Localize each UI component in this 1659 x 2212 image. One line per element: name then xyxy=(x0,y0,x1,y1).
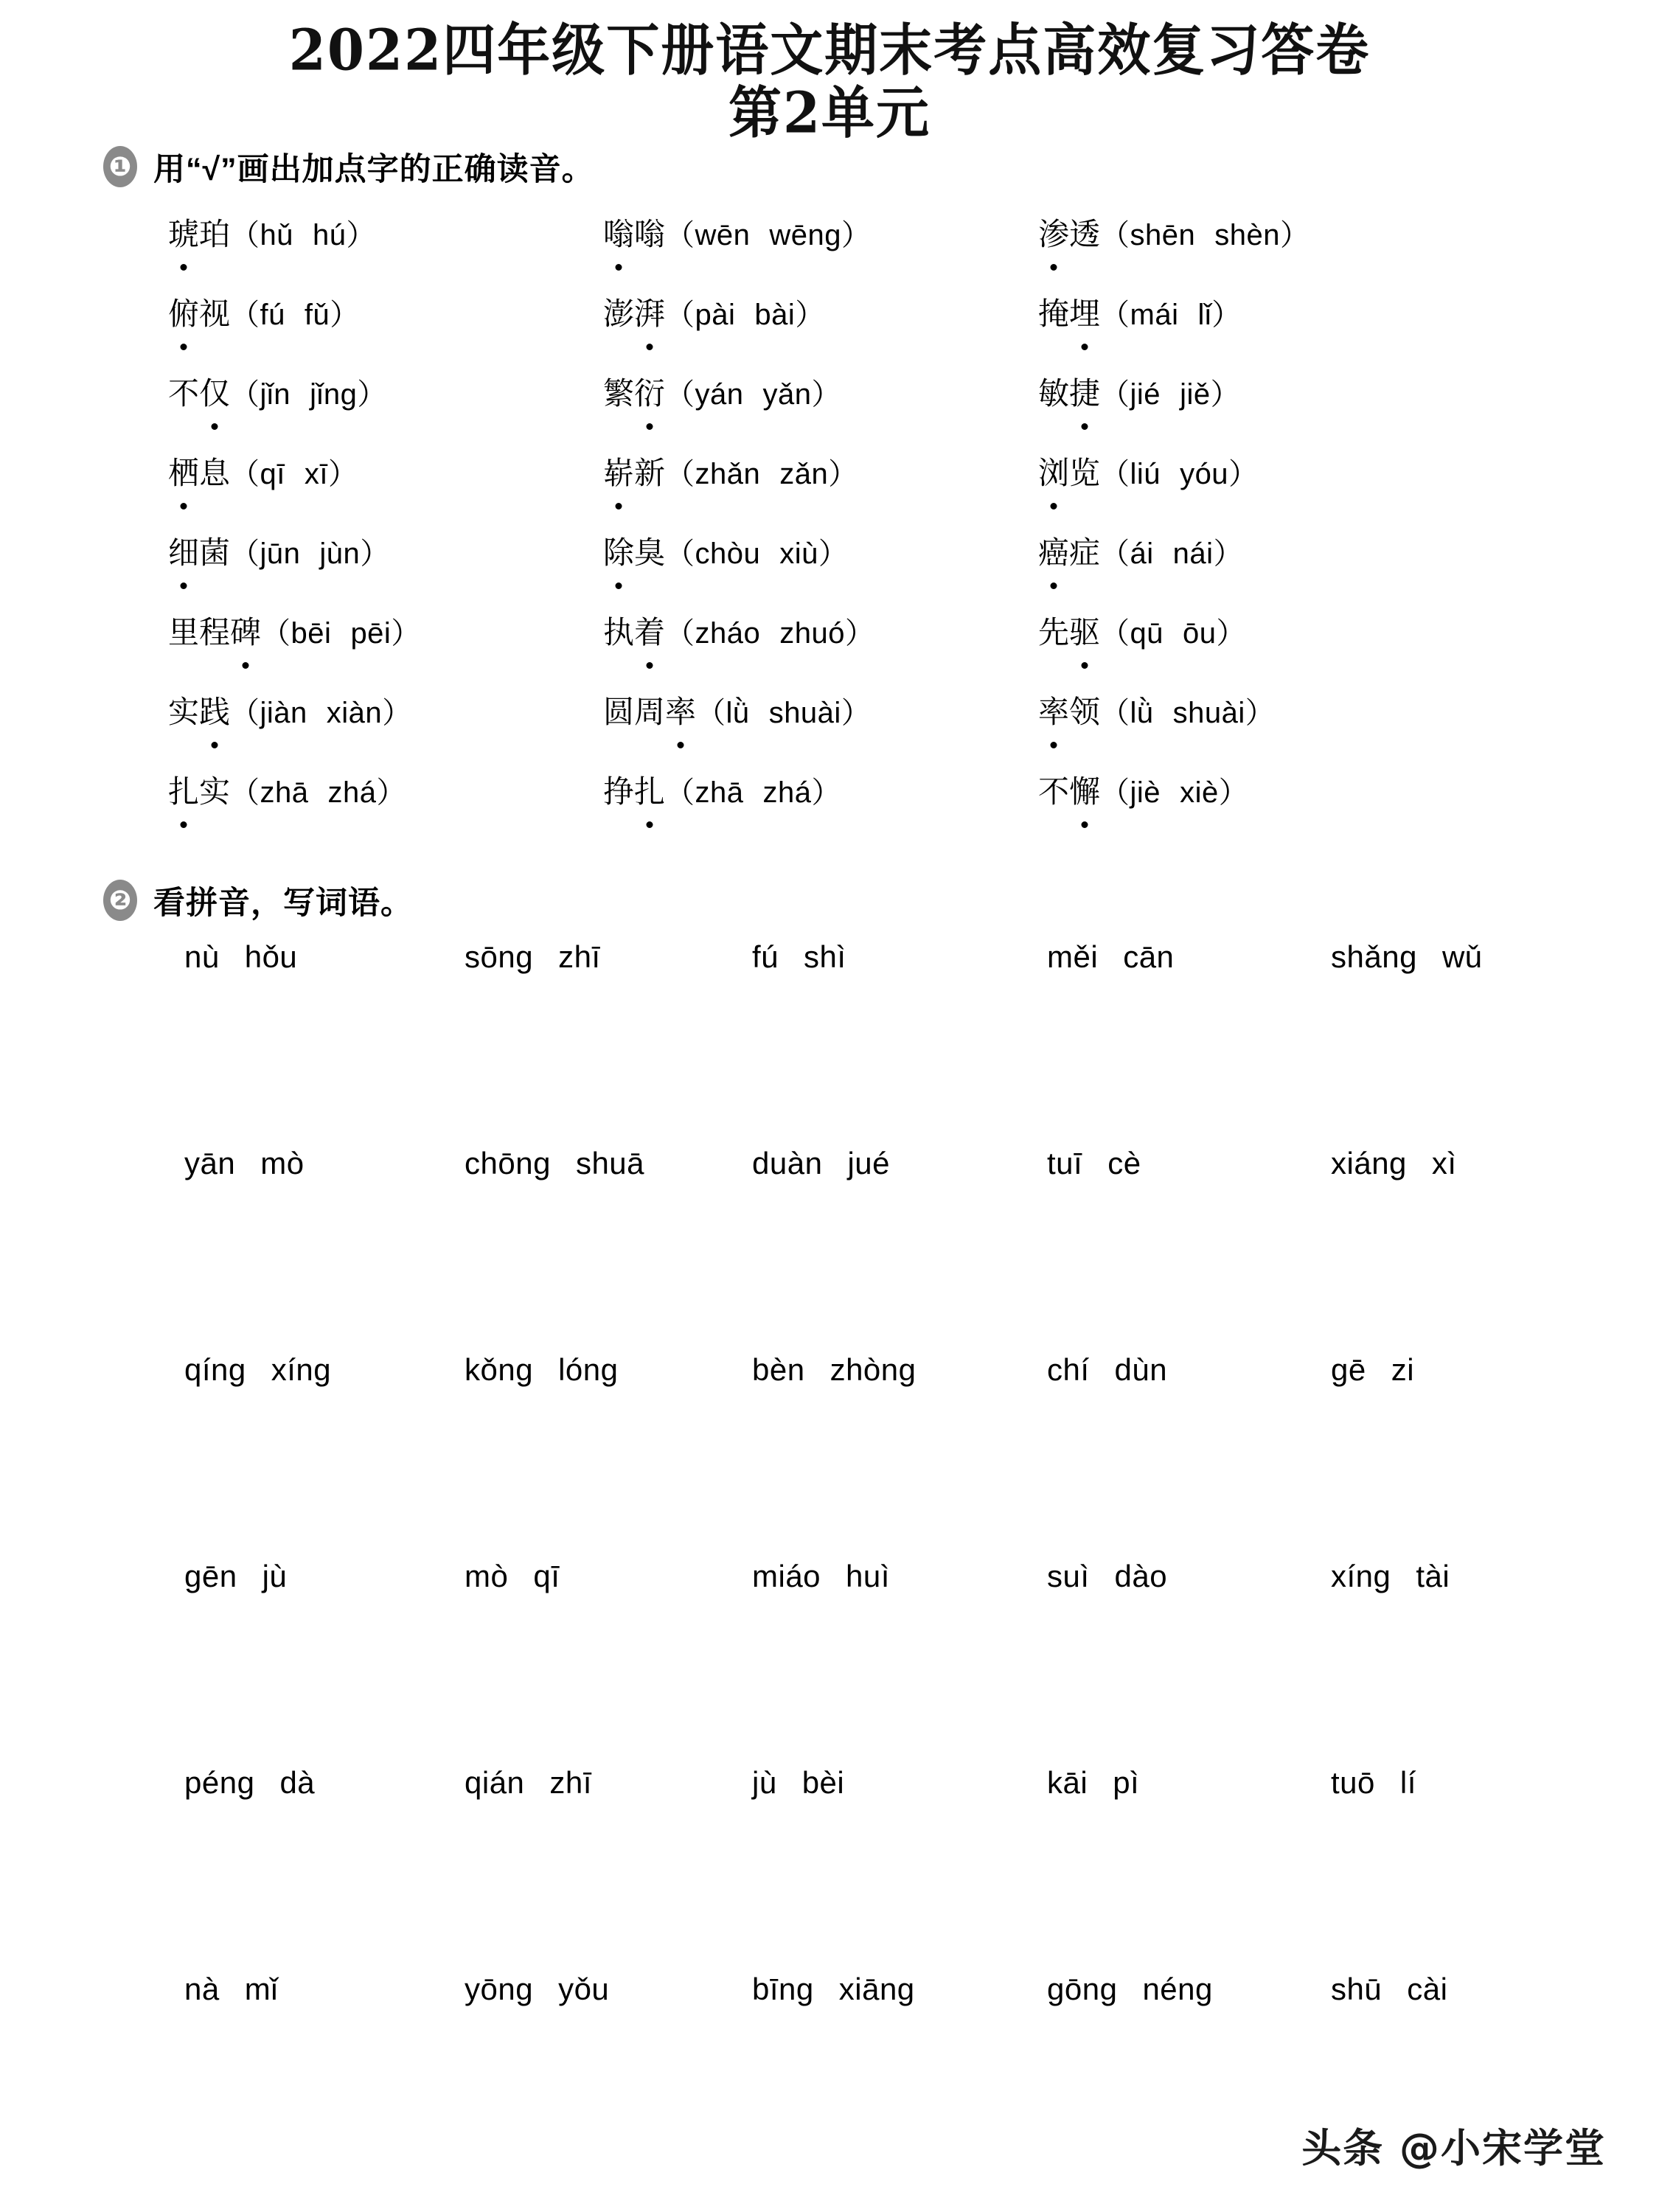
character: 执 xyxy=(603,613,635,650)
pinyin-syllable: xiāng xyxy=(838,1971,915,2006)
pinyin-word-group[interactable] xyxy=(465,1146,752,1181)
pinyin-options[interactable]: （jiè xiè） xyxy=(1100,776,1249,809)
pinyin-syllable: zhòng xyxy=(830,1352,917,1387)
character: 挣 xyxy=(603,773,635,810)
pinyin-choice-item[interactable] xyxy=(1038,768,1554,847)
pinyin-option[interactable]: zhá xyxy=(327,776,377,809)
pinyin-syllable: qī xyxy=(533,1558,560,1593)
marked-character: 驱 xyxy=(1069,608,1100,653)
pinyin-word-group[interactable] xyxy=(1331,1352,1611,1388)
pinyin-option[interactable]: shuài xyxy=(768,696,841,729)
pinyin-choice-item[interactable] xyxy=(1038,529,1554,608)
word-characters xyxy=(1038,688,1100,732)
word-characters xyxy=(168,768,230,812)
pinyin-word-group[interactable] xyxy=(1331,1765,1611,1801)
pinyin-option[interactable]: jiè xyxy=(1130,776,1161,809)
marked-character: 浏 xyxy=(1038,449,1069,493)
pinyin-options[interactable]: （lǜ shuài） xyxy=(1100,696,1276,729)
pinyin-choice-item[interactable] xyxy=(1038,369,1554,449)
section-title-2: 看拼音，写词语。 xyxy=(153,885,413,921)
pinyin-options[interactable]: （zháo zhuó） xyxy=(665,616,875,650)
pinyin-syllable: péng xyxy=(184,1764,255,1800)
pinyin-options[interactable]: （qū ōu） xyxy=(1100,616,1247,650)
character: 览 xyxy=(1069,454,1101,491)
pinyin-option[interactable]: jiàn xyxy=(260,696,307,729)
pinyin-choice-row xyxy=(168,688,1569,768)
pinyin-option[interactable]: ái xyxy=(1130,537,1154,570)
write-words-row xyxy=(184,1146,1630,1352)
pinyin-word-group[interactable] xyxy=(1047,939,1331,975)
pinyin-option[interactable]: mái xyxy=(1130,298,1179,331)
pinyin-syllable: shǎng xyxy=(1331,939,1417,974)
character: 澎 xyxy=(603,295,635,332)
pinyin-option[interactable]: liú xyxy=(1130,457,1161,490)
character: 里 xyxy=(168,613,200,650)
pinyin-word-group[interactable] xyxy=(1047,1765,1331,1801)
pinyin-syllable: jù xyxy=(752,1764,777,1800)
pinyin-option[interactable]: zhā xyxy=(695,776,744,809)
character: 掩 xyxy=(1038,295,1070,332)
pinyin-syllable: nù xyxy=(184,939,220,974)
pinyin-syllable: zhī xyxy=(549,1764,592,1800)
word-characters xyxy=(1038,369,1100,414)
pinyin-options[interactable]: （zhā zhá） xyxy=(230,776,407,809)
character: 新 xyxy=(634,454,666,491)
pinyin-syllable: chōng xyxy=(465,1145,551,1180)
character: 敏 xyxy=(1038,375,1070,411)
marked-character: 埋 xyxy=(1069,290,1100,334)
pinyin-choice-item[interactable] xyxy=(603,688,1038,768)
marked-character: 细 xyxy=(168,529,199,573)
pinyin-option[interactable]: bài xyxy=(754,298,796,331)
pinyin-syllable: mò xyxy=(260,1145,305,1180)
pinyin-word-group[interactable] xyxy=(184,1559,465,1594)
pinyin-option[interactable]: hǔ xyxy=(260,218,294,251)
pinyin-syllable: fú xyxy=(752,939,779,974)
pinyin-syllable: kǒng xyxy=(465,1352,534,1387)
pinyin-word-group[interactable] xyxy=(1047,1559,1331,1594)
character: 嗡 xyxy=(634,215,666,252)
character: 视 xyxy=(199,295,231,332)
pinyin-options[interactable]: （zhǎn zǎn） xyxy=(665,457,858,490)
pinyin-syllable: yōng xyxy=(465,1971,534,2006)
pinyin-syllable: qíng xyxy=(184,1352,246,1387)
watermark: 头条 @小宋学堂 xyxy=(1301,2125,1606,2171)
pinyin-options[interactable]: （yán yǎn） xyxy=(665,378,842,411)
marked-character: 渗 xyxy=(1038,210,1069,254)
pinyin-word-group[interactable] xyxy=(1331,1972,1611,2007)
word-characters xyxy=(603,608,665,653)
pinyin-option[interactable]: lǜ xyxy=(1130,696,1154,729)
pinyin-word-group[interactable] xyxy=(752,1559,1047,1594)
pinyin-option[interactable]: lǜ xyxy=(726,696,750,729)
pinyin-syllable: lóng xyxy=(558,1352,619,1387)
pinyin-options[interactable]: （bēi pēi） xyxy=(261,616,421,650)
pinyin-syllable: suì xyxy=(1047,1558,1090,1593)
marked-character: 率 xyxy=(1038,688,1069,732)
pinyin-syllable: xíng xyxy=(1331,1558,1391,1593)
pinyin-syllable: gōng xyxy=(1047,1971,1118,2006)
pinyin-choice-item[interactable] xyxy=(603,449,1038,529)
pinyin-syllable: dào xyxy=(1114,1558,1168,1593)
pinyin-word-group[interactable] xyxy=(184,939,465,975)
pinyin-syllable: xíng xyxy=(271,1352,332,1387)
word-characters xyxy=(1038,210,1100,254)
pinyin-syllable: zi xyxy=(1391,1352,1415,1387)
pinyin-options[interactable]: （mái lǐ） xyxy=(1100,298,1242,331)
pinyin-syllable: tuī xyxy=(1047,1145,1083,1180)
marked-character: 除 xyxy=(603,529,634,573)
word-characters xyxy=(1038,529,1100,573)
pinyin-options[interactable]: （chòu xiù） xyxy=(665,537,849,570)
word-characters xyxy=(168,608,261,653)
pinyin-options[interactable]: （pài bài） xyxy=(665,298,825,331)
pinyin-choice-item[interactable] xyxy=(168,688,603,768)
pinyin-choice-row xyxy=(168,768,1569,847)
pinyin-option[interactable]: zhǎn xyxy=(695,457,761,490)
pinyin-option[interactable]: xiè xyxy=(1180,776,1219,809)
character: 实 xyxy=(199,773,231,810)
pinyin-word-group[interactable] xyxy=(1331,1559,1611,1594)
pinyin-syllable: bèi xyxy=(801,1764,845,1800)
pinyin-choice-row xyxy=(168,210,1569,290)
marked-character: 着 xyxy=(634,608,665,653)
title-line-1: 2022四年级下册语文期末考点高效复习答卷 xyxy=(288,16,1371,83)
pinyin-choice-item[interactable] xyxy=(603,290,1038,369)
pinyin-option[interactable]: qū xyxy=(1130,616,1164,650)
word-characters xyxy=(603,210,665,254)
pinyin-option[interactable]: jié xyxy=(1130,378,1161,411)
pinyin-option[interactable]: xī xyxy=(304,457,329,490)
pinyin-option[interactable]: yǎn xyxy=(762,378,812,411)
pinyin-options[interactable]: （liú yóu） xyxy=(1100,457,1259,490)
pinyin-options[interactable]: （lǜ shuài） xyxy=(696,696,872,729)
character: 症 xyxy=(1069,534,1101,571)
pinyin-options[interactable]: （fú fǔ） xyxy=(230,298,360,331)
pinyin-option[interactable]: shèn xyxy=(1214,218,1281,251)
marked-character: 湃 xyxy=(634,290,665,334)
pinyin-syllable: bèn xyxy=(752,1352,805,1387)
pinyin-option[interactable]: zhá xyxy=(762,776,812,809)
pinyin-options[interactable]: （zhā zhá） xyxy=(665,776,842,809)
pinyin-options[interactable]: （wēn wēng） xyxy=(665,218,872,251)
pinyin-syllable: chí xyxy=(1047,1352,1090,1387)
pinyin-option[interactable]: bēi xyxy=(291,616,332,650)
word-characters xyxy=(603,688,696,732)
pinyin-word-group[interactable] xyxy=(184,1972,465,2007)
pinyin-option[interactable]: chòu xyxy=(695,537,761,570)
page-title xyxy=(0,0,1659,145)
pinyin-word-group[interactable] xyxy=(752,1146,1047,1181)
pinyin-syllable: yǒu xyxy=(558,1971,610,2006)
marked-character: 衍 xyxy=(634,369,665,414)
pinyin-choice-row xyxy=(168,369,1569,449)
pinyin-syllable: cè xyxy=(1107,1145,1141,1180)
pinyin-option[interactable]: zháo xyxy=(695,616,761,650)
character: 先 xyxy=(1038,613,1070,650)
pinyin-word-group[interactable] xyxy=(465,1972,752,2007)
pinyin-syllable: tuō xyxy=(1331,1764,1375,1800)
pinyin-word-group[interactable] xyxy=(465,939,752,975)
word-characters xyxy=(603,529,665,573)
marked-character: 仅 xyxy=(199,369,230,414)
pinyin-word-group[interactable] xyxy=(752,1972,1047,2007)
write-words-row xyxy=(184,1765,1630,1972)
pinyin-options[interactable]: （jié jiě） xyxy=(1100,378,1241,411)
pinyin-syllable: měi xyxy=(1047,939,1099,974)
pinyin-syllable: shū xyxy=(1331,1971,1382,2006)
pinyin-option[interactable]: fǔ xyxy=(304,298,330,331)
pinyin-option[interactable]: zhā xyxy=(260,776,309,809)
character: 珀 xyxy=(199,215,231,252)
pinyin-word-group[interactable] xyxy=(1047,1352,1331,1388)
section-heading-1 xyxy=(103,145,1659,189)
pinyin-options[interactable]: （shēn shèn） xyxy=(1100,218,1310,251)
pinyin-choice-item[interactable] xyxy=(603,529,1038,608)
pinyin-option[interactable]: ōu xyxy=(1183,616,1217,650)
pinyin-word-group[interactable] xyxy=(1047,1972,1331,2007)
pinyin-choice-item[interactable] xyxy=(168,768,603,847)
pinyin-option[interactable]: jūn xyxy=(260,537,301,570)
pinyin-word-group[interactable] xyxy=(752,1765,1047,1801)
pinyin-option[interactable]: jǐn xyxy=(260,378,291,411)
pinyin-choice-item[interactable] xyxy=(603,608,1038,688)
word-characters xyxy=(1038,768,1100,812)
pinyin-syllable: mǐ xyxy=(244,1971,279,2006)
pinyin-syllable: qián xyxy=(465,1764,525,1800)
pinyin-syllable: lí xyxy=(1399,1764,1416,1800)
title-line-2: 第2单元 xyxy=(728,79,931,146)
pinyin-choice-row xyxy=(168,290,1569,369)
pinyin-option[interactable]: pài xyxy=(695,298,736,331)
pinyin-option[interactable]: yán xyxy=(695,378,744,411)
pinyin-syllable: huì xyxy=(846,1558,890,1593)
section-heading-2 xyxy=(103,878,1659,923)
word-characters xyxy=(168,688,230,732)
pinyin-choice-item[interactable] xyxy=(168,529,603,608)
pinyin-syllable: hǒu xyxy=(244,939,298,974)
pinyin-option[interactable]: shuài xyxy=(1172,696,1245,729)
character: 圆 xyxy=(603,693,635,730)
pinyin-option[interactable]: fú xyxy=(260,298,285,331)
word-characters xyxy=(603,449,665,493)
marked-character: 扎 xyxy=(634,768,665,812)
pinyin-choice-item[interactable] xyxy=(603,768,1038,847)
marked-character: 懈 xyxy=(1069,768,1100,812)
marked-character: 嗡 xyxy=(603,210,634,254)
pinyin-syllable: zhī xyxy=(558,939,601,974)
pinyin-choice-item[interactable] xyxy=(1038,290,1554,369)
pinyin-syllable: jué xyxy=(847,1145,890,1180)
character: 息 xyxy=(199,454,231,491)
marked-character: 践 xyxy=(199,688,230,732)
marked-character: 碑 xyxy=(230,608,261,653)
pinyin-syllable: dà xyxy=(279,1764,316,1800)
pinyin-option[interactable]: wēng xyxy=(769,218,842,251)
pinyin-word-group[interactable] xyxy=(1331,939,1611,975)
pinyin-word-group[interactable] xyxy=(465,1559,752,1594)
character: 不 xyxy=(168,375,200,411)
pinyin-syllable: wǔ xyxy=(1441,939,1483,974)
pinyin-options[interactable]: （jūn jùn） xyxy=(230,537,390,570)
word-characters xyxy=(168,369,230,414)
marked-character: 栖 xyxy=(168,449,199,493)
word-characters xyxy=(1038,290,1100,334)
pinyin-choice-item[interactable] xyxy=(1038,688,1554,768)
marked-character: 扎 xyxy=(168,768,199,812)
pinyin-choice-item[interactable] xyxy=(1038,449,1554,529)
pinyin-option[interactable]: zǎn xyxy=(779,457,829,490)
pinyin-word-group[interactable] xyxy=(465,1765,752,1801)
pinyin-choice-item[interactable] xyxy=(168,210,603,290)
pinyin-choice-grid xyxy=(168,210,1569,847)
pinyin-option[interactable]: jùn xyxy=(319,537,361,570)
pinyin-option[interactable]: yóu xyxy=(1180,457,1229,490)
pinyin-option[interactable]: jiě xyxy=(1180,378,1211,411)
pinyin-choice-item[interactable] xyxy=(168,449,603,529)
word-characters xyxy=(603,290,665,334)
pinyin-syllable: cān xyxy=(1123,939,1175,974)
pinyin-syllable: shì xyxy=(804,939,846,974)
pinyin-syllable: sōng xyxy=(465,939,534,974)
pinyin-option[interactable]: nái xyxy=(1172,537,1214,570)
pinyin-syllable: gē xyxy=(1331,1352,1366,1387)
pinyin-options[interactable]: （qī xī） xyxy=(230,457,358,490)
word-characters xyxy=(603,369,665,414)
pinyin-options[interactable]: （hǔ hú） xyxy=(230,218,377,251)
pinyin-option[interactable]: xiàn xyxy=(326,696,383,729)
marked-character: 俯 xyxy=(168,290,199,334)
write-words-row xyxy=(184,1559,1630,1765)
pinyin-syllable: kāi xyxy=(1047,1764,1088,1800)
character: 领 xyxy=(1069,693,1101,730)
pinyin-option[interactable]: wēn xyxy=(695,218,751,251)
pinyin-option[interactable]: hú xyxy=(313,218,347,251)
pinyin-syllable: tài xyxy=(1416,1558,1450,1593)
pinyin-option[interactable]: pēi xyxy=(350,616,392,650)
pinyin-options[interactable]: （jǐn jǐng） xyxy=(230,378,387,411)
pinyin-choice-item[interactable] xyxy=(603,369,1038,449)
pinyin-syllable: yān xyxy=(184,1145,236,1180)
pinyin-syllable: jù xyxy=(262,1558,288,1593)
pinyin-syllable: pì xyxy=(1113,1764,1140,1800)
pinyin-word-group[interactable] xyxy=(465,1352,752,1388)
section-number-badge-2: ❷ xyxy=(103,880,137,921)
pinyin-choice-row xyxy=(168,529,1569,608)
marked-character: 琥 xyxy=(168,210,199,254)
marked-character: 崭 xyxy=(603,449,634,493)
character: 实 xyxy=(168,693,200,730)
word-characters xyxy=(1038,449,1100,493)
pinyin-option[interactable]: jǐng xyxy=(310,378,358,411)
section-number-badge-1: ❶ xyxy=(103,146,137,187)
section-title-1: 用“√”画出加点字的正确读音。 xyxy=(153,151,594,187)
pinyin-syllable: gēn xyxy=(184,1558,237,1593)
pinyin-syllable: néng xyxy=(1142,1971,1213,2006)
pinyin-syllable: mò xyxy=(465,1558,509,1593)
pinyin-choice-item[interactable] xyxy=(1038,608,1554,688)
pinyin-options[interactable]: （jiàn xiàn） xyxy=(230,696,412,729)
pinyin-syllable: nà xyxy=(184,1971,220,2006)
character: 不 xyxy=(1038,773,1070,810)
pinyin-choice-row xyxy=(168,449,1569,529)
character: 周 xyxy=(634,693,666,730)
pinyin-option[interactable]: xiù xyxy=(779,537,818,570)
pinyin-syllable: duàn xyxy=(752,1145,823,1180)
word-characters xyxy=(1038,608,1100,653)
word-characters xyxy=(168,529,230,573)
character: 透 xyxy=(1069,215,1101,252)
pinyin-word-group[interactable] xyxy=(752,1352,1047,1388)
word-characters xyxy=(603,768,665,812)
word-characters xyxy=(168,210,230,254)
pinyin-choice-item[interactable] xyxy=(1038,210,1554,290)
pinyin-option[interactable]: zhuó xyxy=(779,616,846,650)
marked-character: 率 xyxy=(665,688,696,732)
pinyin-syllable: xiáng xyxy=(1331,1145,1407,1180)
pinyin-syllable: bīng xyxy=(752,1971,814,2006)
marked-character: 癌 xyxy=(1038,529,1069,573)
character: 繁 xyxy=(603,375,635,411)
pinyin-word-group[interactable] xyxy=(184,1146,465,1181)
pinyin-choice-item[interactable] xyxy=(168,608,603,688)
pinyin-choice-item[interactable] xyxy=(168,369,603,449)
pinyin-word-group[interactable] xyxy=(1047,1146,1331,1181)
pinyin-syllable: cài xyxy=(1407,1971,1448,2006)
pinyin-syllable: dùn xyxy=(1114,1352,1168,1387)
write-words-row xyxy=(184,939,1630,1146)
pinyin-option[interactable]: lǐ xyxy=(1197,298,1212,331)
pinyin-choice-item[interactable] xyxy=(603,210,1038,290)
write-words-row xyxy=(184,1352,1630,1559)
pinyin-syllable: xì xyxy=(1431,1145,1457,1180)
character: 臭 xyxy=(634,534,666,571)
character: 菌 xyxy=(199,534,231,571)
pinyin-word-group[interactable] xyxy=(752,939,1047,975)
pinyin-word-group[interactable] xyxy=(184,1765,465,1801)
pinyin-word-group[interactable] xyxy=(1331,1146,1611,1181)
pinyin-word-group[interactable] xyxy=(184,1352,465,1388)
word-characters xyxy=(168,290,230,334)
write-words-grid xyxy=(184,939,1630,2178)
pinyin-syllable: shuā xyxy=(575,1145,645,1180)
pinyin-syllable: miáo xyxy=(752,1558,821,1593)
pinyin-options[interactable]: （ái nái） xyxy=(1100,537,1244,570)
pinyin-choice-row xyxy=(168,608,1569,688)
pinyin-choice-item[interactable] xyxy=(168,290,603,369)
word-characters xyxy=(168,449,230,493)
character: 程 xyxy=(199,613,231,650)
pinyin-option[interactable]: qī xyxy=(260,457,285,490)
marked-character: 捷 xyxy=(1069,369,1100,414)
pinyin-option[interactable]: shēn xyxy=(1130,218,1196,251)
